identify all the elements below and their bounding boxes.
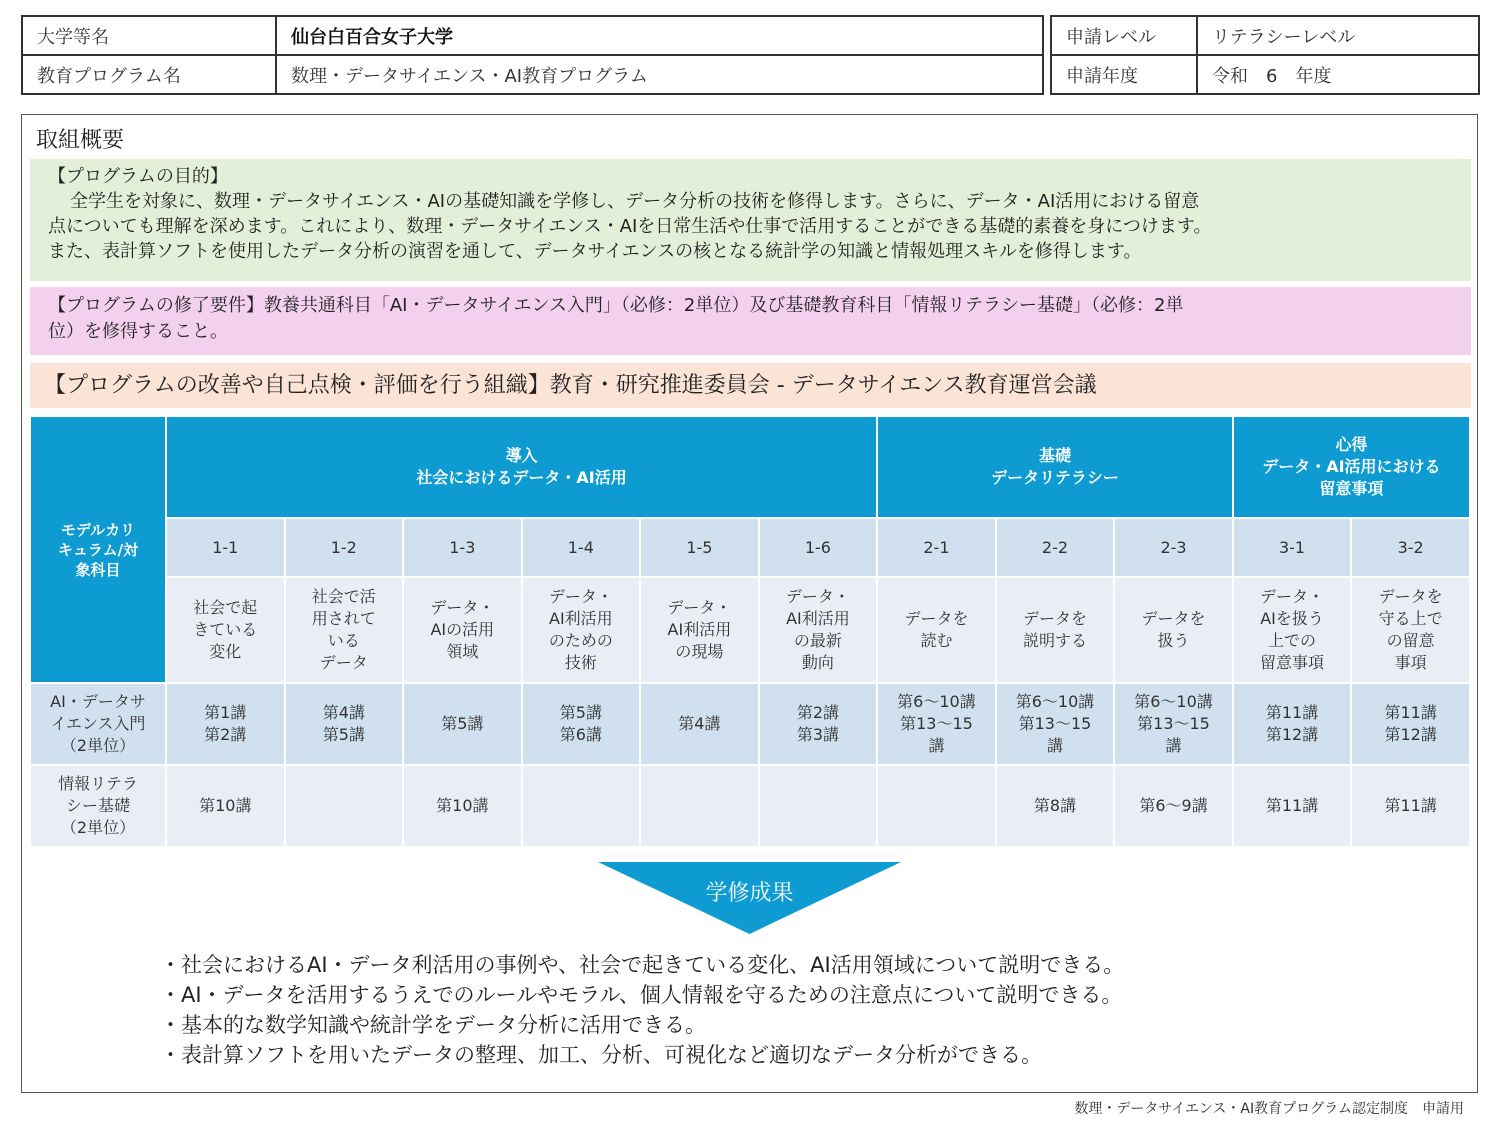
- cell-line: 動向: [801, 653, 834, 672]
- outcome-item: ・表計算ソフトを用いたデータの整理、加工、分析、可視化など適切なデータ分析ができる。: [160, 1043, 1042, 1067]
- cell-line: 第11講: [1265, 703, 1319, 722]
- cell-line: 第6講: [559, 725, 602, 744]
- cell-line: 第11講: [1384, 796, 1437, 815]
- lecture-cell: [1115, 766, 1232, 846]
- cell-line: データを: [1141, 609, 1206, 628]
- cell-line: データを: [1022, 609, 1087, 628]
- program-label: 教育プログラム名: [22, 55, 276, 94]
- cell-line: 事項: [1394, 653, 1427, 672]
- cell-line: 第5講: [322, 725, 365, 744]
- code-cell: 2-3: [1115, 519, 1232, 576]
- lecture-cell: [167, 766, 284, 846]
- topic-cell: [404, 578, 521, 682]
- requirement-line: 【プログラムの修了要件】教養共通科目「AI・データサイエンス入門」（必修：2単位）及び基礎教育科目「情報リテラシー基礎」（必修：2単: [48, 295, 1184, 316]
- lecture-cell: [286, 684, 403, 764]
- lecture-cell: [286, 766, 403, 846]
- code-cell: 1-3: [404, 519, 521, 576]
- cell-line: シー基礎: [65, 796, 130, 815]
- cell-line: 第5講: [441, 714, 484, 733]
- cell-line: の最新: [793, 631, 842, 650]
- lecture-cell: [878, 684, 995, 764]
- group-line: 留意事項: [1319, 479, 1384, 498]
- outcomes-list: [160, 950, 1124, 1070]
- course-label: [31, 684, 165, 764]
- lecture-cell: [404, 766, 521, 846]
- cell-line: 第3講: [796, 725, 840, 744]
- cell-line: AI利活用: [667, 620, 732, 639]
- cell-line: （2単位）: [60, 736, 136, 755]
- cell-line: 第1講: [204, 703, 247, 722]
- lecture-cell: [167, 684, 284, 764]
- cell-line: 情報リテラ: [58, 774, 138, 793]
- code-cell: 1-4: [523, 519, 640, 576]
- topic-cell: [641, 578, 758, 682]
- cell-line: 第4講: [678, 714, 721, 733]
- lecture-cell: [1352, 766, 1469, 846]
- topic-cell: [523, 578, 640, 682]
- cell-line: イエンス入門: [50, 714, 146, 733]
- cell-line: 第2講: [796, 703, 840, 722]
- code-cell: 2-2: [997, 519, 1114, 576]
- cell-line: きている: [193, 620, 258, 639]
- lecture-cell: [1115, 684, 1232, 764]
- cell-line: のための: [548, 631, 613, 650]
- course-row-ai-ds: [31, 684, 1469, 764]
- cell-line: 留意事項: [1260, 653, 1325, 672]
- group-intro-header: [167, 417, 876, 517]
- lecture-cell: [1234, 766, 1351, 846]
- lecture-cell: [1352, 684, 1469, 764]
- overview-title: 取組概要: [36, 128, 125, 153]
- cell-line: AI利活用: [549, 609, 613, 628]
- cell-line: 第10講: [199, 796, 252, 815]
- purpose-box: [30, 159, 1471, 281]
- cell-line: 講: [1046, 736, 1063, 755]
- cell-line: 守る上で: [1378, 609, 1443, 628]
- cell-line: データ・: [667, 598, 732, 617]
- cell-line: データ・: [785, 587, 850, 606]
- group-line: 基礎: [1038, 446, 1071, 465]
- cell-line: 上での: [1268, 631, 1317, 650]
- topic-cell: [286, 578, 403, 682]
- code-cell: 3-2: [1352, 519, 1469, 576]
- lecture-cell: [760, 766, 877, 846]
- topic-cell: [1352, 578, 1469, 682]
- cell-line: データ・: [548, 587, 613, 606]
- cell-line: いる: [327, 631, 360, 650]
- cell-line: データ: [319, 653, 368, 672]
- cell-line: AIの活用: [430, 620, 495, 639]
- course-label: [31, 766, 165, 846]
- group-line: 導入: [505, 446, 538, 465]
- code-cell: 1-2: [286, 519, 403, 576]
- cell-line: 第13～15: [1137, 714, 1210, 733]
- cell-line: の留意: [1386, 631, 1435, 650]
- program-value: 数理・データサイエンス・AI教育プログラム: [276, 55, 1043, 94]
- cell-line: データ・: [430, 598, 495, 617]
- level-value: リテラシーレベル: [1197, 16, 1479, 55]
- topic-cell: [997, 578, 1114, 682]
- outcome-item: ・基本的な数学知識や統計学をデータ分析に活用できる。: [160, 1013, 706, 1037]
- group-line: データリテラシー: [991, 468, 1119, 487]
- cell-line: （2単位）: [60, 818, 136, 837]
- cell-line: データを: [1378, 587, 1443, 606]
- cell-line: 第4講: [322, 703, 365, 722]
- topic-cell: [878, 578, 995, 682]
- cell-line: AI・データサ: [50, 692, 146, 711]
- cell-line: 第12講: [1265, 725, 1319, 744]
- cell-line: 第6～10講: [1015, 692, 1095, 711]
- code-cell: 2-1: [878, 519, 995, 576]
- cell-line: の現場: [675, 642, 724, 661]
- cell-line: 第6～9講: [1139, 796, 1208, 815]
- cell-line: 第6～10講: [1134, 692, 1213, 711]
- purpose-line: また、表計算ソフトを使用したデータ分析の演習を通して、データサイエンスの核となる統計学の知識と情報処理スキルを修得します。: [48, 241, 1142, 262]
- group-mindset-header: [1234, 417, 1469, 517]
- topic-row: [31, 578, 1469, 682]
- level-label: 申請レベル: [1051, 16, 1197, 55]
- cell-line: データ・: [1260, 587, 1325, 606]
- group-line: 社会におけるデータ・AI活用: [416, 468, 627, 487]
- outcomes-title: 学修成果: [705, 881, 794, 906]
- group-header-row: [31, 417, 1469, 517]
- group-basic-header: [878, 417, 1232, 517]
- cell-line: 第8講: [1033, 796, 1077, 815]
- lecture-cell: [523, 684, 640, 764]
- lecture-cell: [404, 684, 521, 764]
- lecture-cell: [760, 684, 877, 764]
- cell-line: 講: [928, 736, 945, 755]
- purpose-line: 点についても理解を深めます。これにより、数理・データサイエンス・AIを日常生活や仕事で活用することができる基礎的素養を身につけます。: [48, 216, 1212, 237]
- org-text: 【プログラムの改善や自己点検・評価を行う組織】教育・研究推進委員会 - データサイエンス教育運営会議: [44, 373, 1097, 398]
- course-row-info-literacy: [31, 766, 1469, 846]
- purpose-heading: 【プログラムの目的】: [48, 166, 228, 187]
- cell-line: 第12講: [1384, 725, 1437, 744]
- topic-cell: [167, 578, 284, 682]
- curriculum-table: [29, 415, 1471, 848]
- cell-line: 第2講: [204, 725, 247, 744]
- overview-panel: [21, 114, 1478, 1093]
- topic-cell: [760, 578, 877, 682]
- university-label: 大学等名: [22, 16, 276, 55]
- lecture-cell: [878, 766, 995, 846]
- cell-line: 社会で起: [193, 598, 258, 617]
- university-value: 仙台白百合女子大学: [276, 16, 1043, 55]
- group-line: 心得: [1335, 435, 1368, 454]
- model-curriculum-header: [31, 417, 165, 682]
- cell-line: 読む: [920, 631, 953, 650]
- cell-line: 第10講: [436, 796, 489, 815]
- code-cell: 1-6: [760, 519, 877, 576]
- outcome-item: ・社会におけるAI・データ利活用の事例や、社会で起きている変化、AI活用領域について説明できる。: [160, 953, 1125, 977]
- code-row: [31, 519, 1469, 576]
- cell-line: 第11講: [1384, 703, 1437, 722]
- cell-line: 第6～10講: [897, 692, 976, 711]
- year-label: 申請年度: [1051, 55, 1197, 94]
- group-line: データ・AI活用における: [1262, 457, 1441, 476]
- org-box: [30, 363, 1471, 408]
- cell-line: 講: [1165, 736, 1182, 755]
- lecture-cell: [997, 684, 1114, 764]
- cell-line: AI利活用: [786, 609, 850, 628]
- cell-line: 技術: [564, 653, 597, 672]
- cell-line: 第13～15: [900, 714, 973, 733]
- topic-cell: [1115, 578, 1232, 682]
- corner-line: 象科目: [75, 560, 121, 579]
- lecture-cell: [1234, 684, 1351, 764]
- purpose-line: 全学生を対象に、数理・データサイエンス・AIの基礎知識を学修し、データ分析の技術を修得します。さらに、データ・AI活用における留意: [70, 191, 1200, 212]
- lecture-cell: [523, 766, 640, 846]
- outcome-item: ・AI・データを活用するうえでのルールやモラル、個人情報を守るための注意点について説明できる。: [160, 983, 1123, 1007]
- cell-line: 変化: [209, 642, 242, 661]
- code-cell: 1-1: [167, 519, 284, 576]
- code-cell: 1-5: [641, 519, 758, 576]
- header-right-table: [1050, 15, 1480, 95]
- cell-line: データを: [904, 609, 969, 628]
- year-value: 令和 6 年度: [1197, 55, 1479, 94]
- requirement-box: [30, 287, 1471, 355]
- cell-line: 第11講: [1265, 796, 1319, 815]
- header-left-table: [21, 15, 1044, 95]
- lecture-cell: [641, 766, 758, 846]
- footer-note: 数理・データサイエンス・AI教育プログラム認定制度 申請用: [1074, 1101, 1464, 1117]
- cell-line: AIを扱う: [1260, 609, 1324, 628]
- code-cell: 3-1: [1234, 519, 1351, 576]
- cell-line: 社会で活: [311, 587, 376, 606]
- cell-line: 領域: [446, 642, 479, 661]
- cell-line: 説明する: [1022, 631, 1087, 650]
- corner-line: モデルカリ: [60, 520, 136, 539]
- cell-line: 第13～15: [1018, 714, 1092, 733]
- corner-line: キュラム/対: [57, 540, 139, 559]
- cell-line: 扱う: [1157, 631, 1190, 650]
- topic-cell: [1234, 578, 1351, 682]
- cell-line: 用されて: [311, 609, 376, 628]
- lecture-cell: [997, 766, 1114, 846]
- lecture-cell: [641, 684, 758, 764]
- cell-line: 第5講: [559, 703, 602, 722]
- requirement-line: 位）を修得すること。: [48, 321, 228, 342]
